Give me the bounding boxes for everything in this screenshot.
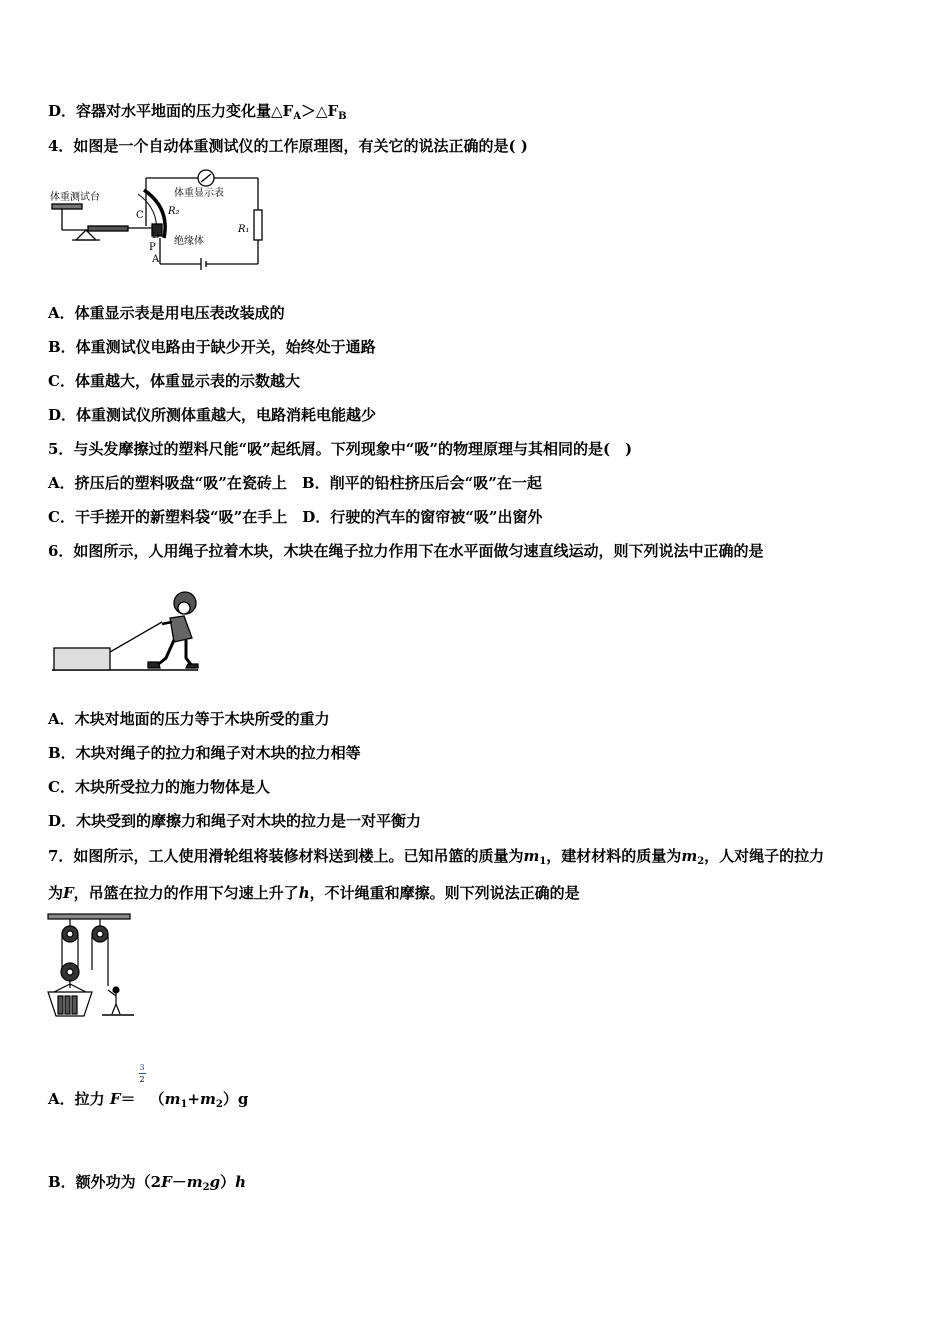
q7-option-a-plus: + [187, 1090, 200, 1108]
q4-option-a[interactable]: A．体重显示表是用电压表改装成的 [48, 304, 285, 322]
q7-option-b-m: m [186, 1173, 203, 1191]
q7-option-b-var-h: h [235, 1173, 247, 1191]
q7-option-a-open: （ [149, 1090, 165, 1108]
q4-option-c[interactable]: C．体重越大，体重显示表的示数越大 [48, 372, 300, 390]
q3-option-d-gt: ＞△F [300, 102, 339, 120]
q7-option-b-g: g [209, 1173, 221, 1191]
q7-var-m1-sub: 1 [539, 856, 547, 867]
q7-option-b-close: ） [220, 1173, 236, 1191]
q3-option-d-sub-b: B [338, 111, 347, 122]
q6-pulling-figure [48, 586, 200, 672]
q7-option-a-fraction [136, 1063, 150, 1104]
q7-option-b-m-sub: 2 [202, 1182, 210, 1193]
q7-option-a-frac-num: 3 [139, 1063, 145, 1072]
q7-stem-text-2: ，建材材料的质量为 [546, 847, 682, 865]
q6-option-a[interactable]: A．木块对地面的压力等于木块所受的重力 [48, 710, 330, 728]
q4-option-b[interactable]: B．体重测试仪电路由于缺少开关，始终处于通路 [48, 338, 376, 356]
q4-option-d[interactable]: D．体重测试仪所测体重越大，电路消耗电能越少 [48, 406, 377, 424]
q7-stem-line-2 [48, 883, 580, 903]
q3-option-d-text: D．容器对水平地面的压力变化量△F [48, 102, 294, 120]
q4-circuit-figure [48, 164, 284, 276]
q7-var-f: F [63, 884, 74, 902]
q7-pulley-figure [44, 912, 138, 1022]
q7-stem-text-1: 7．如图所示，工人使用滑轮组将装修材料送到楼上。已知吊篮的质量为 [48, 847, 524, 865]
q7-var-h: h [298, 884, 310, 902]
q4-label-platform: 体重测试台 [50, 192, 100, 203]
q4-label-a: A [152, 254, 160, 265]
q7-option-b-var-f: F [161, 1173, 172, 1191]
q4-stem: 4．如图是一个自动体重测试仪的工作原理图，有关它的说法正确的是( ) [48, 137, 528, 155]
q4-label-r1: R₁ [238, 224, 250, 235]
q6-option-b[interactable]: B．木块对绳子的拉力和绳子对木块的拉力相等 [48, 744, 361, 762]
q7-option-b-prefix: B．额外功为（2 [48, 1173, 162, 1191]
q7-stem-text-3: ，人对绳子的拉力 [704, 847, 825, 865]
q7-option-a-m1-sub: 1 [180, 1099, 188, 1110]
q7-stem-text-5: ，吊篮在拉力的作用下匀速上升了 [73, 884, 299, 902]
q7-option-b-minus: － [171, 1173, 187, 1191]
q3-option-d-sub-a: A [293, 111, 301, 122]
q7-option-a-frac-den: 2 [139, 1075, 145, 1084]
q7-option-a-m1: m [164, 1090, 181, 1108]
q7-option-b[interactable] [48, 1172, 246, 1198]
q4-label-r2: R₂ [168, 206, 180, 217]
q5-options-row-1[interactable]: A．挤压后的塑料吸盘“吸”在瓷砖上 B．削平的铅柱挤压后会“吸”在一起 [48, 474, 542, 492]
q6-stem: 6．如图所示，人用绳子拉着木块，木块在绳子拉力作用下在水平面做匀速直线运动，则下列说法中正确的是 [48, 542, 764, 560]
q6-option-c[interactable]: C．木块所受拉力的施力物体是人 [48, 778, 270, 796]
q6-option-d[interactable]: D．木块受到的摩擦力和绳子对木块的拉力是一对平衡力 [48, 812, 422, 830]
q7-option-a-var-f: F [109, 1090, 121, 1108]
q7-option-a-m2-sub: 2 [215, 1099, 223, 1110]
q7-stem-text-4: 为 [48, 884, 64, 902]
q3-option-d[interactable] [48, 101, 347, 127]
q7-stem-text-6: ，不计绳重和摩擦。则下列说法正确的是 [309, 884, 580, 902]
q7-var-m1: m [523, 847, 540, 865]
q4-label-c: C [136, 210, 144, 221]
q5-stem: 5．与头发摩擦过的塑料尺能“吸”起纸屑。下列现象中“吸”的物理原理与其相同的是( ) [48, 440, 633, 458]
q7-option-a-prefix: A．拉力 [48, 1090, 105, 1108]
q4-label-insulator: 绝缘体 [174, 236, 204, 247]
q4-label-p: P [149, 242, 156, 253]
q4-label-meter: 体重显示表 [174, 188, 224, 199]
q7-stem-line-1 [48, 846, 824, 872]
q7-option-a-eq: ＝ [120, 1090, 136, 1108]
q7-var-m2: m [681, 847, 698, 865]
q7-option-a[interactable] [48, 1063, 249, 1115]
q7-option-a-close: ）g [222, 1090, 249, 1108]
q7-option-a-frac-bar [139, 1073, 146, 1074]
q5-options-row-2[interactable]: C．干手搓开的新塑料袋“吸”在手上 D．行驶的汽车的窗帘被“吸”出窗外 [48, 508, 543, 526]
q7-var-m2-sub: 2 [697, 856, 705, 867]
q7-option-a-m2: m [199, 1090, 216, 1108]
